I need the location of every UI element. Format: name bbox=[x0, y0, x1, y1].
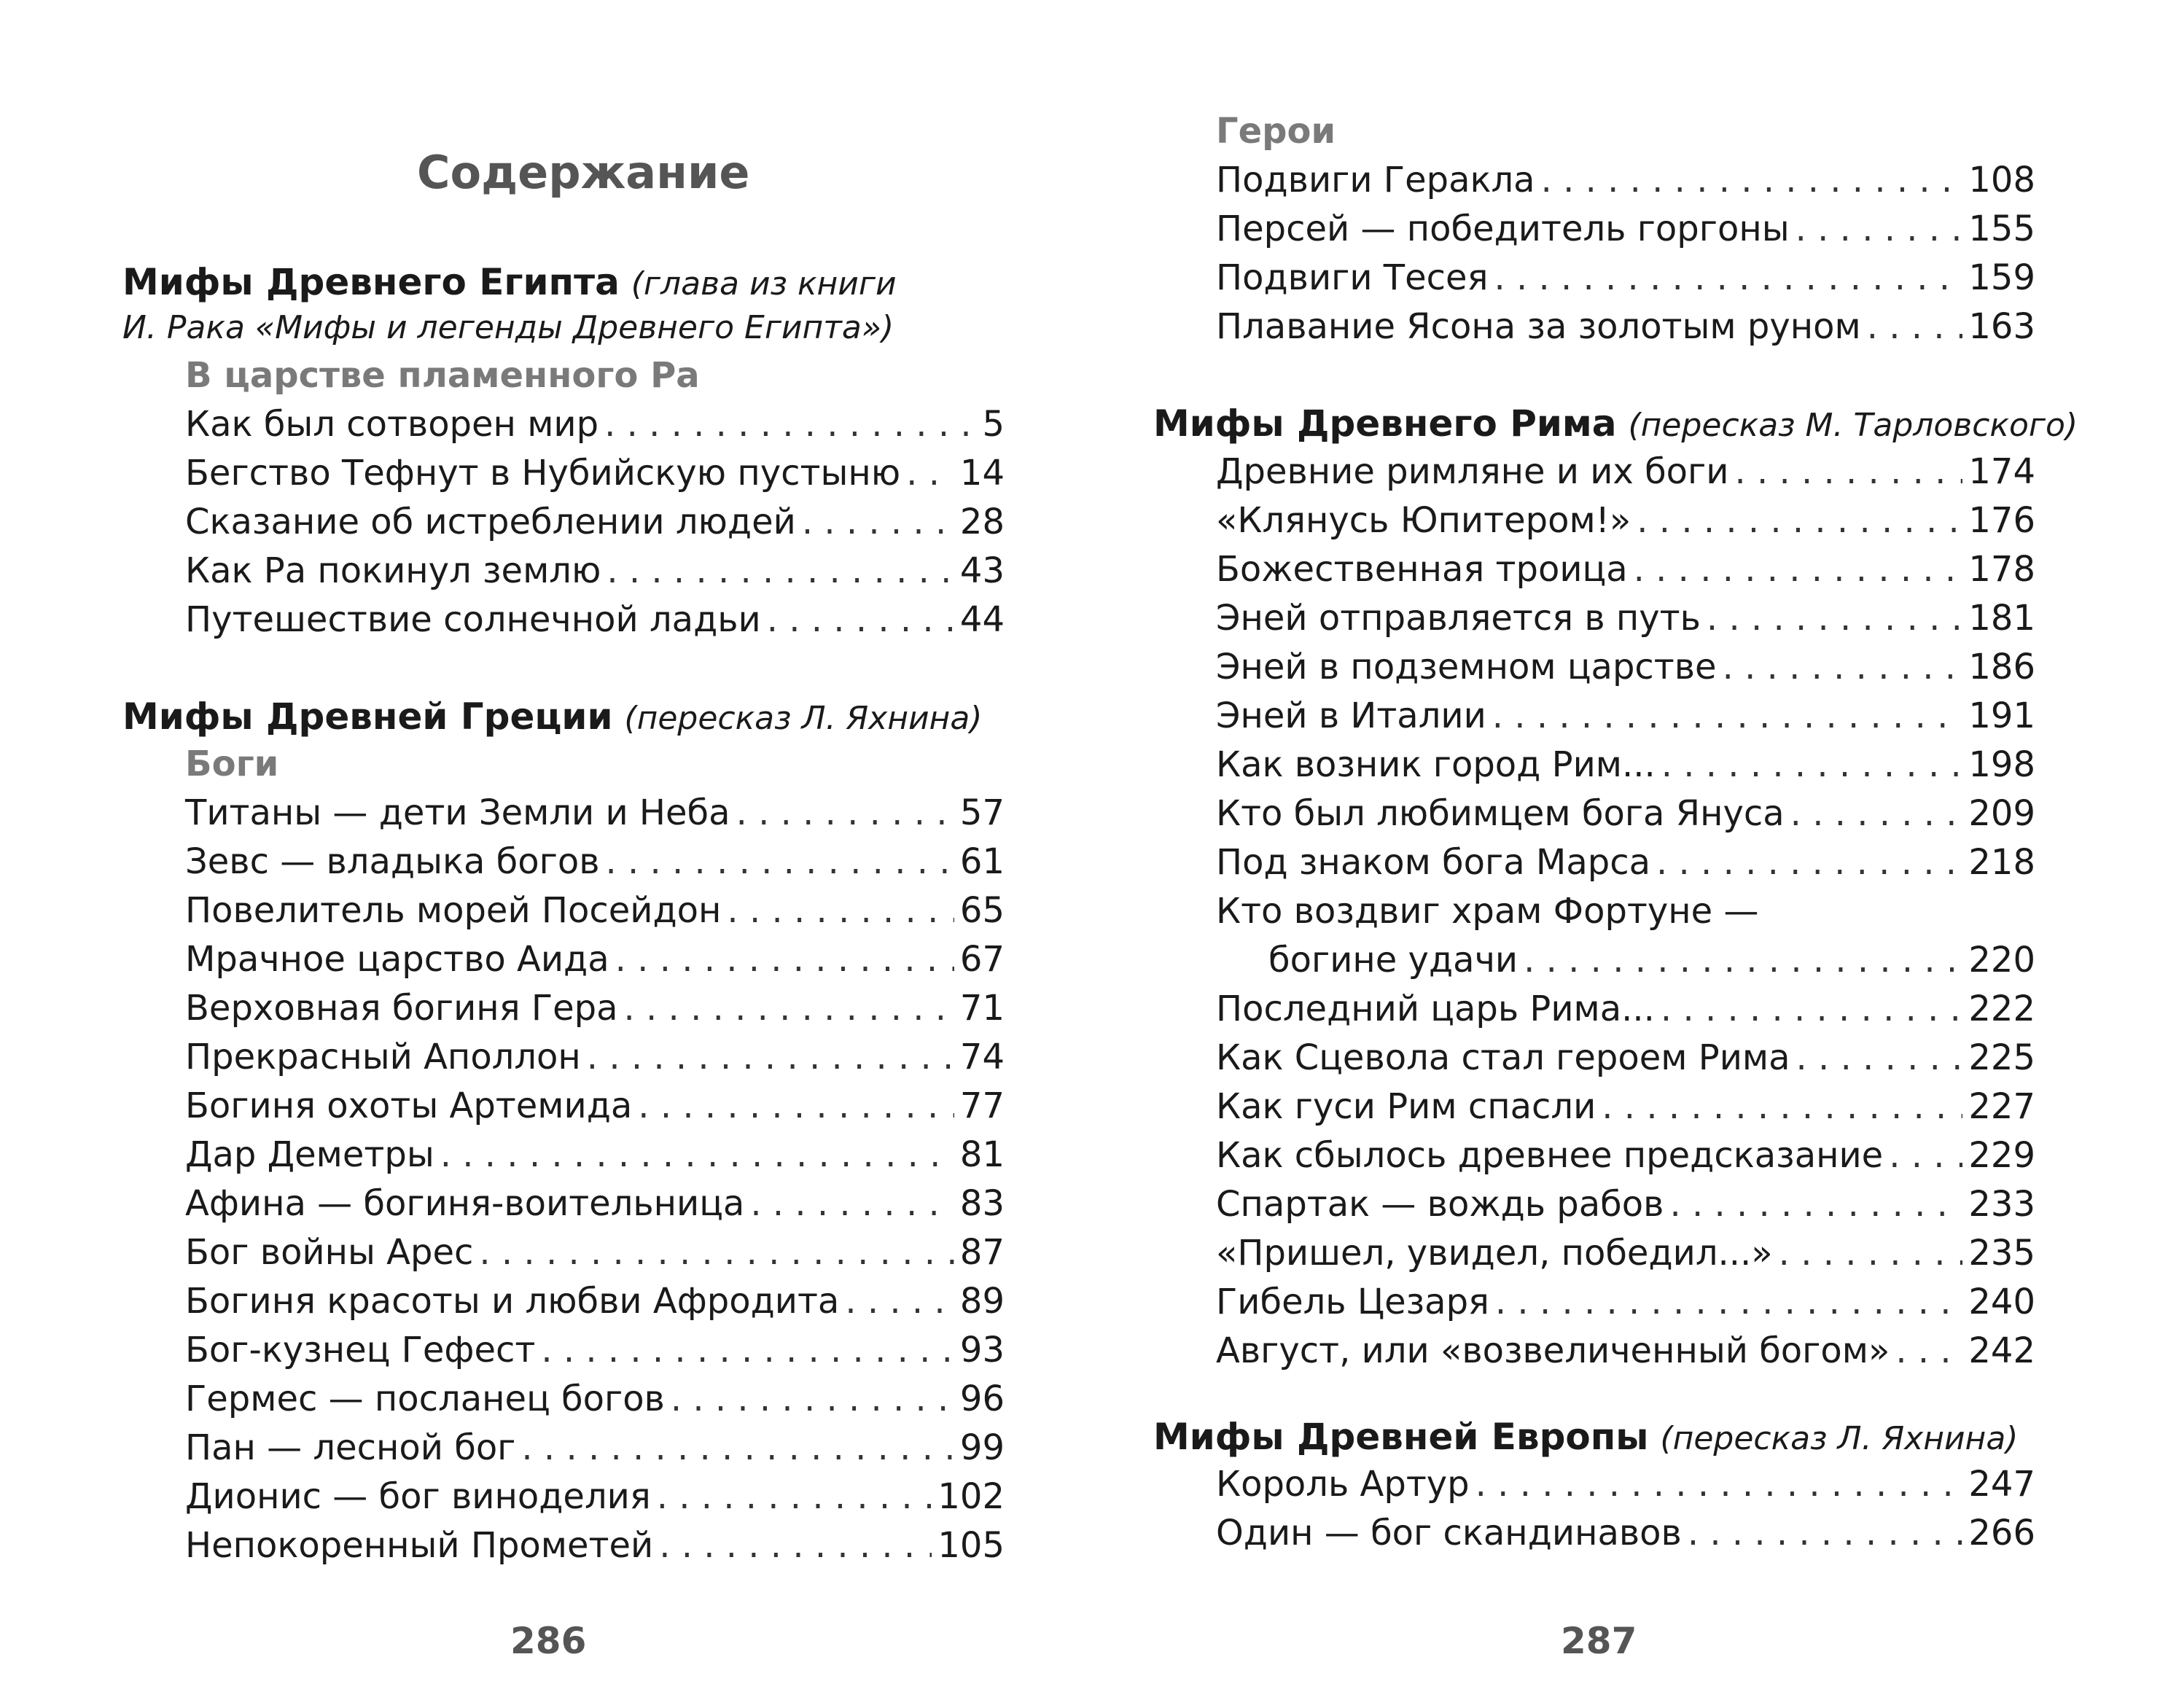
page-number: 43 bbox=[959, 550, 1005, 591]
dot-leader bbox=[727, 886, 954, 935]
dot-leader bbox=[1637, 496, 1962, 545]
dot-leader bbox=[750, 1179, 954, 1228]
dot-leader bbox=[906, 449, 954, 498]
toc-entry[interactable]: Дионис — бог виноделия . . . 102 bbox=[185, 1473, 1005, 1521]
toc-entry[interactable]: Как был сотворен мир . . . 5 bbox=[185, 400, 1005, 449]
page-number: 81 bbox=[959, 1134, 1005, 1175]
page-number: 266 bbox=[1968, 1513, 2035, 1553]
toc-entry[interactable]: Гермес — посланец богов . . . 96 bbox=[185, 1375, 1005, 1424]
europe-entries bbox=[1216, 1460, 2035, 1558]
toc-entry[interactable]: Верховная богиня Гера . . . 71 bbox=[185, 984, 1005, 1033]
dot-leader bbox=[615, 935, 954, 984]
toc-entry[interactable]: Путешествие солнечной ладьи . . . 44 bbox=[185, 596, 1005, 644]
page-number: 163 bbox=[1968, 306, 2035, 347]
page-number: 99 bbox=[959, 1427, 1005, 1468]
page-number: 57 bbox=[959, 792, 1005, 833]
section-heading bbox=[1153, 1414, 2035, 1462]
page-number: 105 bbox=[937, 1525, 1005, 1566]
page-number: 247 bbox=[1968, 1464, 2035, 1505]
toc-entry[interactable]: Последний царь Рима... . . . 222 bbox=[1216, 985, 2035, 1034]
dot-leader bbox=[1475, 1460, 1963, 1509]
page-number: 191 bbox=[1968, 695, 2035, 736]
section-credit: (глава из книги bbox=[631, 265, 897, 303]
dot-leader bbox=[521, 1424, 954, 1473]
heroes-entries bbox=[1216, 107, 2035, 351]
page-number: 44 bbox=[959, 599, 1005, 640]
page-number: 222 bbox=[1968, 988, 2035, 1029]
toc-entry[interactable]: Сказание об истреблении людей . . . 28 bbox=[185, 498, 1005, 547]
dot-leader bbox=[1867, 303, 1963, 351]
toc-entry[interactable]: Прекрасный Аполлон . . . 74 bbox=[185, 1033, 1005, 1082]
page-number-footer: 286 bbox=[510, 1620, 587, 1662]
page-number: 233 bbox=[1968, 1184, 2035, 1225]
dot-leader bbox=[1524, 936, 1962, 985]
page-number: 209 bbox=[1968, 793, 2035, 834]
section-title: Мифы Древней Европы bbox=[1153, 1416, 1649, 1458]
section-title: Мифы Древнего Рима bbox=[1153, 402, 1617, 445]
page-number-footer: 287 bbox=[1561, 1620, 1637, 1662]
toc-entry[interactable]: Плавание Ясона за золотым руном . . . 163 bbox=[1216, 303, 2035, 351]
dot-leader bbox=[440, 1131, 954, 1179]
dot-leader bbox=[657, 1473, 932, 1521]
toc-entry[interactable]: Эней отправляется в путь . . . 181 bbox=[1216, 594, 2035, 643]
page-number: 181 bbox=[1968, 598, 2035, 639]
dot-leader bbox=[638, 1082, 954, 1131]
section-credit: (пересказ Л. Яхнина) bbox=[1660, 1420, 2019, 1457]
toc-entry[interactable]: Под знаком бога Марса . . . 218 bbox=[1216, 838, 2035, 887]
dot-leader bbox=[605, 838, 954, 886]
dot-leader bbox=[1661, 985, 1962, 1034]
toc-entry[interactable]: Бог-кузнец Гефест . . . 93 bbox=[185, 1326, 1005, 1375]
page-number: 96 bbox=[959, 1379, 1005, 1419]
toc-entry[interactable]: Подвиги Геракла . . . 108 bbox=[1216, 156, 2035, 205]
dot-leader bbox=[479, 1228, 954, 1277]
dot-leader bbox=[1796, 205, 1963, 254]
page-number: 28 bbox=[959, 502, 1005, 542]
dot-leader bbox=[671, 1375, 954, 1424]
toc-entry[interactable]: Эней в Италии . . . 191 bbox=[1216, 692, 2035, 741]
dot-leader bbox=[1796, 1034, 1963, 1083]
toc-entry[interactable]: Древние римляне и их боги . . . 174 bbox=[1216, 448, 2035, 496]
toc-entry[interactable]: Спартак — вождь рабов . . . 233 bbox=[1216, 1180, 2035, 1229]
dot-leader bbox=[802, 498, 954, 547]
section-rome bbox=[1153, 401, 2078, 448]
toc-entry[interactable]: Дар Деметры . . . 81 bbox=[185, 1131, 1005, 1179]
toc-entry[interactable]: Персей — победитель горгоны . . . 155 bbox=[1216, 205, 2035, 254]
toc-entry[interactable]: Август, или «возвеличенный богом» . . . 242 bbox=[1216, 1327, 2035, 1376]
section-egypt bbox=[122, 260, 1005, 349]
page-number: 93 bbox=[959, 1330, 1005, 1370]
dot-leader bbox=[1790, 789, 1963, 838]
page-number: 71 bbox=[959, 988, 1005, 1029]
subsection-heading: Герои bbox=[1216, 111, 1336, 152]
section-title: Мифы Древней Греции bbox=[122, 695, 613, 738]
section-europe bbox=[1153, 1414, 2035, 1462]
toc-entry[interactable]: Непокоренный Прометей . . . 105 bbox=[185, 1521, 1005, 1570]
toc-entry[interactable]: Афина — богиня-воительница . . . 83 bbox=[185, 1179, 1005, 1228]
egypt-entries bbox=[185, 351, 1005, 644]
page-number: 61 bbox=[959, 841, 1005, 882]
dot-leader bbox=[1602, 1083, 1962, 1131]
section-credit: (пересказ Л. Яхнина) bbox=[624, 700, 983, 737]
toc-entry[interactable]: Как Сцевола стал героем Рима . . . 225 bbox=[1216, 1034, 2035, 1083]
toc-entry-continuation[interactable]: богине удачи . . . 220 bbox=[1216, 936, 2035, 985]
page-number: 227 bbox=[1968, 1086, 2035, 1127]
toc-entry[interactable]: Титаны — дети Земли и Неба . . . 57 bbox=[185, 789, 1005, 838]
toc-entry[interactable]: Божественная троица . . . 178 bbox=[1216, 545, 2035, 594]
section-heading bbox=[122, 260, 1005, 307]
page-number: 176 bbox=[1968, 500, 2035, 541]
page-number: 242 bbox=[1968, 1330, 2035, 1371]
page-number: 87 bbox=[959, 1232, 1005, 1273]
toc-entry[interactable]: Повелитель морей Посейдон . . . 65 bbox=[185, 886, 1005, 935]
section-title: Мифы Древнего Египта bbox=[122, 261, 620, 303]
dot-leader bbox=[1495, 1278, 1962, 1327]
toc-entry[interactable]: Как Ра покинул землю . . . 43 bbox=[185, 547, 1005, 596]
dot-leader bbox=[845, 1277, 954, 1326]
dot-leader bbox=[1492, 692, 1963, 741]
toc-entry-multiline[interactable]: Кто воздвиг храм Фортуне — bbox=[1216, 891, 1759, 932]
toc-entry[interactable]: Эней в подземном царстве . . . 186 bbox=[1216, 643, 2035, 692]
toc-entry[interactable]: Король Артур . . . 247 bbox=[1216, 1460, 2035, 1509]
dot-leader bbox=[1779, 1229, 1963, 1278]
dot-leader bbox=[1661, 741, 1963, 789]
page-number: 77 bbox=[959, 1085, 1005, 1126]
dot-leader bbox=[1688, 1509, 1963, 1558]
dot-leader bbox=[604, 400, 976, 449]
page-number: 218 bbox=[1968, 842, 2035, 883]
page-number: 198 bbox=[1968, 744, 2035, 785]
toc-entry[interactable]: Пан — лесной бог . . . 99 bbox=[185, 1424, 1005, 1473]
toc-entry[interactable]: Гибель Цезаря . . . 240 bbox=[1216, 1278, 2035, 1327]
page-number: 65 bbox=[959, 890, 1005, 931]
page-number: 74 bbox=[959, 1037, 1005, 1077]
dot-leader bbox=[1734, 448, 1962, 496]
toc-entry[interactable]: Как гуси Рим спасли . . . 227 bbox=[1216, 1083, 2035, 1131]
page-number: 186 bbox=[1968, 647, 2035, 687]
dot-leader bbox=[767, 596, 954, 644]
greece-entries bbox=[185, 740, 1005, 1570]
dot-leader bbox=[1541, 156, 1963, 205]
toc-entry[interactable]: «Клянусь Юпитером!» . . . 176 bbox=[1216, 496, 2035, 545]
page-number: 235 bbox=[1968, 1233, 2035, 1274]
toc-entry[interactable]: Богиня охоты Артемида . . . 77 bbox=[185, 1082, 1005, 1131]
toc-entry[interactable]: Бегство Тефнут в Нубийскую пустыню . . . 14 bbox=[185, 449, 1005, 498]
page-number: 174 bbox=[1968, 451, 2035, 492]
right-page bbox=[1080, 0, 2160, 1708]
page-number: 14 bbox=[959, 453, 1005, 494]
section-heading bbox=[1153, 401, 2078, 448]
dot-leader bbox=[736, 789, 954, 838]
toc-entry[interactable]: Зевс — владыка богов . . . 61 bbox=[185, 838, 1005, 886]
page-number: 83 bbox=[959, 1183, 1005, 1224]
subsection-heading: Боги bbox=[185, 744, 279, 784]
section-heading bbox=[122, 694, 1005, 741]
page-number: 108 bbox=[1968, 160, 2035, 200]
dot-leader bbox=[1707, 594, 1962, 643]
dot-leader bbox=[1895, 1327, 1962, 1376]
page-title: Содержание bbox=[417, 146, 750, 199]
section-greece bbox=[122, 694, 1005, 741]
page-number: 102 bbox=[937, 1476, 1005, 1517]
dot-leader bbox=[624, 984, 954, 1033]
toc-entry[interactable]: Один — бог скандинавов . . . 266 bbox=[1216, 1509, 2035, 1558]
page-number: 67 bbox=[959, 939, 1005, 980]
toc-entry[interactable]: Подвиги Тесея . . . 159 bbox=[1216, 254, 2035, 303]
toc-entry[interactable]: Бог войны Арес . . . 87 bbox=[185, 1228, 1005, 1277]
dot-leader bbox=[1669, 1180, 1962, 1229]
dot-leader bbox=[607, 547, 954, 596]
toc-entry[interactable]: Кто был любимцем бога Януса . . . 209 bbox=[1216, 789, 2035, 838]
section-credit-continued: И. Рака «Мифы и легенды Древнего Египта») bbox=[122, 309, 894, 346]
page-number: 5 bbox=[982, 404, 1005, 445]
page-number: 155 bbox=[1968, 208, 2035, 249]
page-number: 225 bbox=[1968, 1037, 2035, 1078]
page-number: 178 bbox=[1968, 549, 2035, 590]
toc-entry[interactable]: Богиня красоты и любви Афродита . . . 89 bbox=[185, 1277, 1005, 1326]
dot-leader bbox=[1494, 254, 1962, 303]
dot-leader bbox=[1634, 545, 1963, 594]
page-number: 240 bbox=[1968, 1282, 2035, 1322]
dot-leader bbox=[1656, 838, 1962, 887]
page-number: 89 bbox=[959, 1281, 1005, 1322]
toc-entry[interactable]: Мрачное царство Аида . . . 67 bbox=[185, 935, 1005, 984]
toc-entry[interactable]: Как возник город Рим... . . . 198 bbox=[1216, 741, 2035, 789]
toc-entry[interactable]: «Пришел, увидел, победил...» . . . 235 bbox=[1216, 1229, 2035, 1278]
dot-leader bbox=[541, 1326, 954, 1375]
rome-entries bbox=[1216, 448, 2035, 1376]
dot-leader bbox=[1723, 643, 1963, 692]
page-number: 229 bbox=[1968, 1135, 2035, 1176]
subsection-heading: В царстве пламенного Ра bbox=[185, 355, 700, 396]
section-credit: (пересказ М. Тарловского) bbox=[1628, 407, 2078, 444]
toc-entry[interactable]: Как сбылось древнее предсказание . . . 229 bbox=[1216, 1131, 2035, 1180]
dot-leader bbox=[587, 1033, 954, 1082]
page-number: 220 bbox=[1968, 940, 2035, 980]
page-number: 159 bbox=[1968, 257, 2035, 298]
dot-leader bbox=[1889, 1131, 1962, 1180]
dot-leader bbox=[659, 1521, 932, 1570]
